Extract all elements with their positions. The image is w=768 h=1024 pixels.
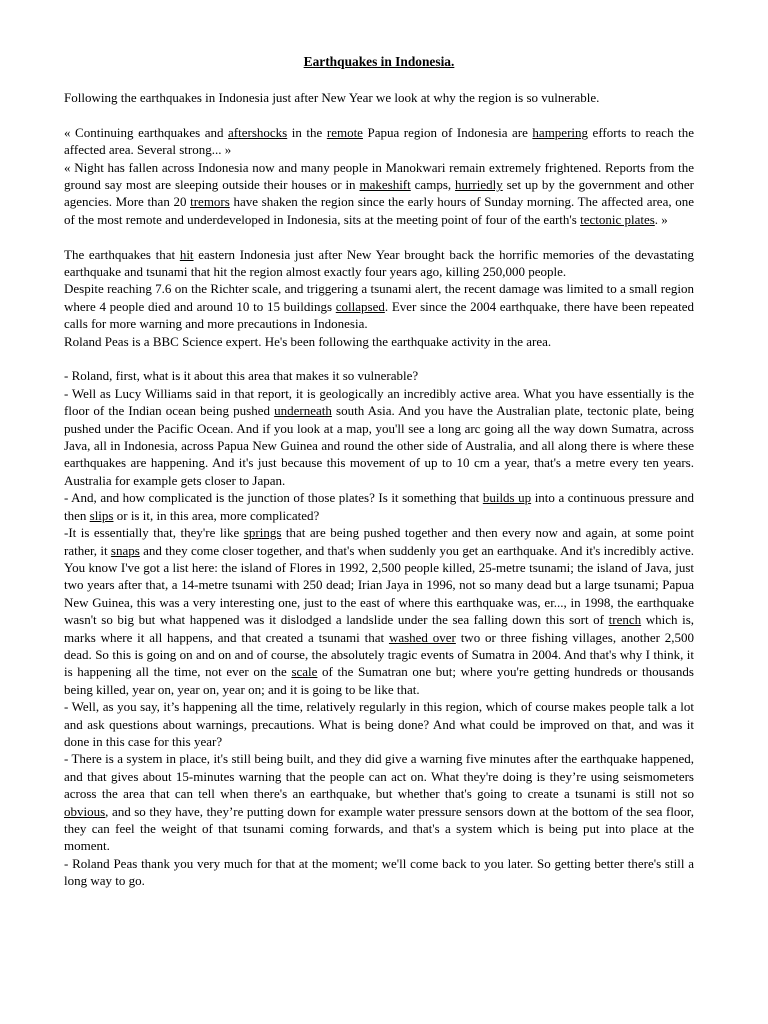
vocabulary-word: makeshift (359, 177, 411, 193)
body-paragraph-3: Roland Peas is a BBC Science expert. He's been following the earthquake activity in the area. (64, 333, 552, 349)
vocabulary-word: snaps (110, 542, 140, 558)
vocabulary-word: hit (179, 246, 194, 262)
spacer (64, 350, 694, 367)
body-paragraph-2: Despite reaching 7.6 on the Richter scale, and triggering a tsunami alert, the recent damage was limited to a small region where 4 people died and around 10 to 15 buildings collapsed. Ever since the 2004 earthquake, there have been repeated calls for more warning and more precautions in Indonesia. (64, 281, 694, 332)
dialogue-paragraph: - Well, as you say, it’s happening all the time, relatively regularly in this region, which of course makes people talk a lot and ask questions about warnings, precautions. What is being done? And what could be improved on that, and was it done in this case for this year? (64, 699, 694, 749)
vocabulary-word: slips (89, 507, 114, 523)
vocabulary-word: tremors (190, 194, 230, 210)
vocabulary-word: builds up (482, 490, 532, 506)
vocabulary-word: scale (291, 664, 318, 680)
dialogue-paragraph: - Well as Lucy Williams said in that report, it is geologically an incredibly active area. What you have essentially is the floor of the Indian ocean being pushed underneath south Asia. And you have the Australian plate, tectonic plate, being pushed under the Pacific Ocean. And if you look at a map, you'll see a long arc going all the way down Sumatra, across Java, all in Indonesia, across Papua New Guinea and round the other side of Australia, and all along there is where these earthquakes are happening. And it's just because this movement of up to 10 cm a year, that's a metre every ten years. Australia for example gets closer to Japan. (64, 385, 694, 488)
vocabulary-word: aftershocks (228, 124, 288, 140)
quote-paragraph-1: « Continuing earthquakes and aftershocks in the remote Papua region of Indonesia are hampering efforts to reach the affected area. Several strong... » (64, 124, 695, 158)
interview-dialogue (64, 367, 694, 889)
vocabulary-word: remote (326, 124, 363, 140)
quote-paragraph-2: « Night has fallen across Indonesia now and many people in Manokwari remain extremely frightened. Reports from the ground say most are sleeping outside their houses or in makeshift camps, hurriedly set up by the government and other agencies. More than 20 tremors have shaken the region since the early hours of Sunday morning. The affected area, one of the most remote and underdeveloped in Indonesia, sits at the meeting point of four of the earth's tectonic plates. » (64, 159, 695, 227)
dialogue-paragraph: -It is essentially that, they're like springs that are being pushed together and then every now and again, at some point rather, it snaps and they come closer together, and that's when suddenly you get an earthquake. And it's incredibly active. You know I've got a list here: the island of Flores in 1992, 2,500 people killed, 25-metre tsunami; the island of Java, just two years after that, a 14-metre tsunami with 250 dead; Irian Jaya in 1996, not so many dead but a large tsunami; Papua New Guinea, this was a very interesting one, just to the east of where this earthquake was, er..., in 1998, the earthquake wasn't so big but what happened was it dislodged a landslide under the sea falling down this sort of trench which is, marks where it all happens, and that created a tsunami that washed over two or three fishing villages, another 2,500 dead. So this is going on and on and of course, the absolutely tragic events of Sumatra in 2004. And that's why I think, it is happening all the time, not ever on the scale of the Sumatran one but; where you're getting hundreds or thousands being killed, year on, year on, year on; and it is going to be like that. (64, 525, 694, 697)
intro-paragraph: Following the earthquakes in Indonesia just after New Year we look at why the region is so vulnerable. (64, 90, 600, 105)
dialogue-paragraph: - Roland, first, what is it about this area that makes it so vulnerable? (64, 368, 419, 384)
dialogue-paragraph: - Roland Peas thank you very much for that at the moment; we'll come back to you later. So getting better there's still a long way to go. (64, 855, 694, 889)
vocabulary-word: underneath (274, 403, 332, 419)
vocabulary-word: tectonic plates (580, 211, 655, 227)
spacer (64, 106, 694, 123)
vocabulary-word: obvious (64, 803, 106, 819)
vocabulary-word: trench (608, 612, 642, 628)
dialogue-paragraph: - There is a system in place, it's still being built, and they did give a warning five minutes after the earthquake happened, and that gives about 15-minutes warning that the people can act on. What they're doing is they’re using seismometers across the area that can tell when there's an earthquake, but whether that's going to create a tsunami is still not so obvious, and so they have, they’re putting down for example water pressure sensors down at the bottom of the sea floor, they can feel the weight of that tsunami coming forwards, and that's a system which is being put into place at the moment. (64, 751, 694, 854)
vocabulary-word: hampering (532, 124, 589, 140)
vocabulary-word: collapsed (335, 298, 385, 314)
vocabulary-word: washed over (388, 629, 456, 645)
vocabulary-word: springs (243, 525, 282, 541)
spacer (64, 228, 694, 245)
vocabulary-word: hurriedly (455, 177, 503, 193)
body-paragraph-1: The earthquakes that hit eastern Indonesia just after New Year brought back the horrific memories of the devastating earthquake and tsunami that hit the region almost exactly four years ago, killing 250,000 people. (64, 246, 694, 280)
document-title: Earthquakes in Indonesia. (303, 54, 455, 69)
dialogue-paragraph: - And, and how complicated is the junction of those plates? Is it something that builds up into a continuous pressure and then slips or is it, in this area, more complicated? (64, 490, 694, 523)
